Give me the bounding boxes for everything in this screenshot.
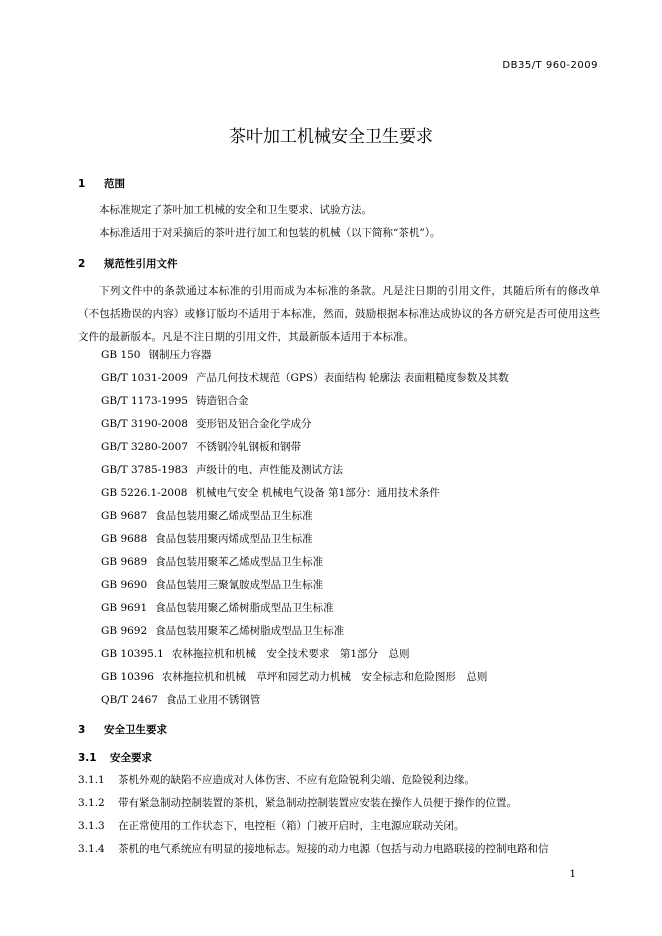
references-intro-paragraph: 下列文件中的条款通过本标准的引用而成为本标准的条款。凡是注日期的引用文件，其随后所有的修改单（不包括勘误的内容）或修订版均不适用于本标准，然而，鼓励根据本标准达成协议的各方研究是否可使用这些文件的最新版本。凡是不注日期的引用文件，其最新版本适用于本标准。 — [78, 285, 600, 343]
section-number: 1 — [78, 178, 86, 190]
clause-text: 茶机外观的缺陷不应造成对人体伤害、不应有危险锐利尖端、危险锐利边缘。 — [118, 774, 475, 786]
reference-code: GB/T 1031-2009 — [101, 372, 188, 384]
reference-code: GB 9692 — [101, 625, 148, 637]
clause-number: 3.1.2 — [78, 797, 105, 809]
reference-item — [101, 531, 313, 546]
reference-title: 变形铝及铝合金化学成分 — [195, 418, 312, 430]
document-number: DB35/T 960-2009 — [502, 60, 598, 71]
reference-item — [101, 577, 323, 592]
reference-item — [101, 416, 311, 431]
reference-code: GB 10396 — [101, 671, 154, 683]
reference-title: 不锈钢冷轧钢板和钢带 — [195, 441, 301, 453]
reference-title: 产品几何技术规范（GPS）表面结构 轮廓法 表面粗糙度参数及其数 — [195, 372, 509, 384]
reference-code: GB 9690 — [101, 579, 148, 591]
subsection-heading-safety — [78, 750, 152, 765]
reference-title: 铸造铝合金 — [195, 395, 249, 407]
document-title: 茶叶加工机械安全卫生要求 — [229, 127, 433, 147]
reference-title: 机械电气安全 机械电气设备 第1部分：通用技术条件 — [195, 487, 440, 499]
clause-number: 3.1.1 — [78, 774, 105, 786]
reference-title: 声级计的电、声性能及测试方法 — [195, 464, 343, 476]
reference-title: 食品工业用不锈钢管 — [165, 694, 261, 706]
reference-title: 食品包装用聚丙烯成型品卫生标准 — [155, 533, 313, 545]
reference-item — [101, 485, 440, 500]
reference-code: QB/T 2467 — [101, 694, 158, 706]
reference-item — [101, 669, 487, 684]
reference-item — [101, 347, 211, 362]
reference-code: GB 150 — [101, 349, 141, 361]
section-number: 2 — [78, 258, 86, 270]
section-heading-scope — [78, 176, 125, 191]
clause-text: 带有紧急制动控制装置的茶机，紧急制动控制装置应安装在操作人员便于操作的位置。 — [118, 797, 517, 809]
clause-item — [78, 795, 517, 810]
reference-code: GB/T 3280-2007 — [101, 441, 188, 453]
section-title: 规范性引用文件 — [104, 258, 178, 270]
reference-item — [101, 646, 410, 661]
reference-code: GB/T 3785-1983 — [101, 464, 188, 476]
section-number: 3 — [78, 724, 86, 736]
reference-item — [101, 692, 260, 707]
page-number: 1 — [569, 868, 576, 880]
reference-code: GB 10395.1 — [101, 648, 164, 660]
reference-code: GB/T 3190-2008 — [101, 418, 188, 430]
clause-number: 3.1.3 — [78, 820, 105, 832]
reference-title: 食品包装用聚乙烯成型品卫生标准 — [155, 510, 313, 522]
reference-title: 食品包装用三聚氰胺成型品卫生标准 — [155, 579, 324, 591]
reference-title: 食品包装用聚苯乙烯树脂成型品卫生标准 — [155, 625, 345, 637]
clause-item — [78, 772, 475, 787]
reference-code: GB 9687 — [101, 510, 148, 522]
subsection-number: 3.1 — [78, 752, 97, 764]
clause-text: 茶机的电气系统应有明显的接地标志。短接的动力电源（包括与动力电路联接的控制电路和信 — [118, 843, 549, 855]
reference-title: 农林拖拉机和机械 草坪和园艺动力机械 安全标志和危险图形 总则 — [161, 671, 488, 683]
clause-text: 在正常使用的工作状态下，电控柜（箱）门被开启时，主电源应联动关闭。 — [118, 820, 465, 832]
section-title: 范围 — [104, 178, 125, 190]
reference-code: GB/T 1173-1995 — [101, 395, 188, 407]
section-heading-normative-references — [78, 256, 178, 271]
section-title: 安全卫生要求 — [104, 724, 167, 736]
reference-item — [101, 462, 343, 477]
reference-code: GB 9691 — [101, 602, 148, 614]
reference-item — [101, 508, 313, 523]
reference-item — [101, 439, 301, 454]
subsection-title: 安全要求 — [110, 752, 152, 764]
reference-title: 食品包装用聚乙烯树脂成型品卫生标准 — [155, 602, 334, 614]
clause-item — [78, 818, 465, 833]
reference-item — [101, 370, 509, 385]
reference-item — [101, 554, 323, 569]
clause-number: 3.1.4 — [78, 843, 105, 855]
reference-title: 农林拖拉机和机械 安全技术要求 第1部分 总则 — [171, 648, 410, 660]
reference-code: GB 9689 — [101, 556, 148, 568]
reference-title: 食品包装用聚苯乙烯成型品卫生标准 — [155, 556, 324, 568]
reference-item — [101, 393, 248, 408]
reference-title: 钢制压力容器 — [148, 349, 212, 361]
section-heading-safety-hygiene — [78, 722, 167, 737]
paragraph: 本标准规定了茶叶加工机械的安全和卫生要求、试验方法。 — [99, 204, 372, 216]
clause-item — [78, 841, 549, 856]
reference-item — [101, 600, 334, 615]
reference-item — [101, 623, 344, 638]
reference-code: GB 9688 — [101, 533, 148, 545]
reference-code: GB 5226.1-2008 — [101, 487, 188, 499]
paragraph: 本标准适用于对采摘后的茶叶进行加工和包装的机械（以下简称“茶机”）。 — [99, 227, 441, 239]
